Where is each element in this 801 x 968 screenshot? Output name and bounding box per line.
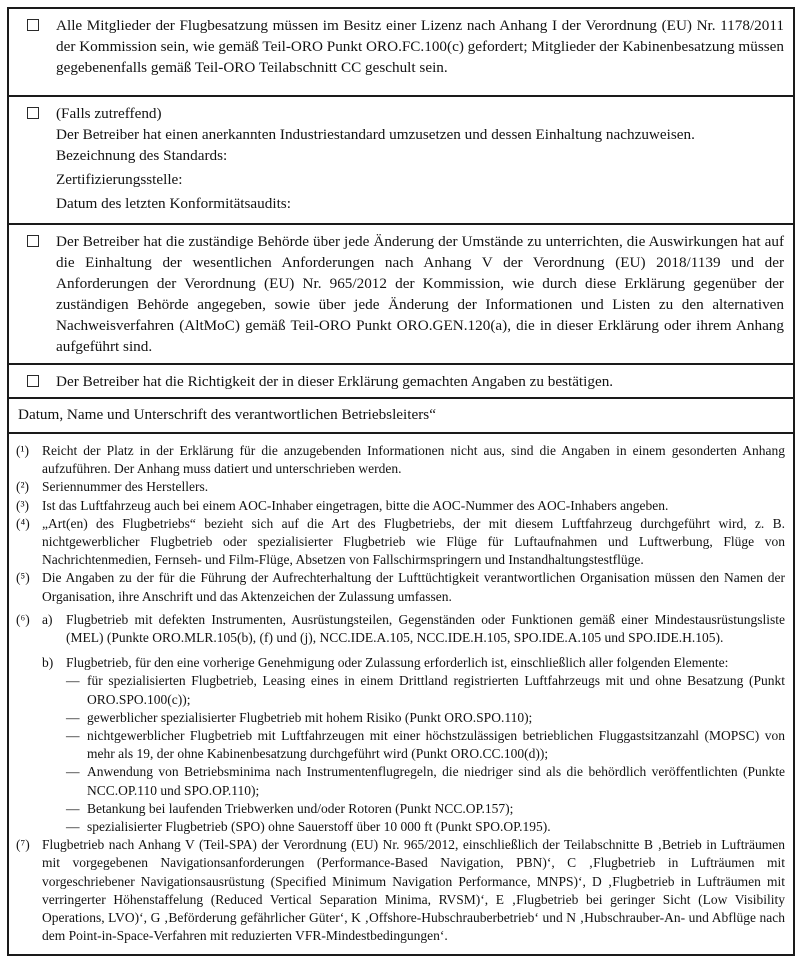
- footnote-2: [16, 478, 785, 496]
- dash-marker: —: [66, 800, 80, 816]
- checkbox-cell: [9, 9, 56, 95]
- audit-date-field-label: Datum des letzten Konformitätsaudits:: [56, 195, 291, 212]
- footnote-6-item-a: [42, 611, 785, 647]
- footnote-marker: (²): [16, 479, 30, 495]
- footnote-marker: (⁴): [16, 515, 30, 531]
- checkbox-cell: [9, 97, 56, 223]
- signature-row-label: Datum, Name und Unterschrift des verantwortlichen Betriebsleiters“: [18, 406, 436, 423]
- declaration-row-confirm-accuracy: [9, 365, 793, 399]
- dash-marker: —: [66, 709, 80, 725]
- list-item-text: Flugbetrieb, für den eine vorherige Genehmigung oder Zulassung erforderlich ist, einschließlich aller folgenden Elemente:: [66, 655, 729, 671]
- declaration-text: Der Betreiber hat die Richtigkeit der in dieser Erklärung gemachten Angaben zu bestätigen.: [56, 373, 614, 390]
- checkbox[interactable]: [27, 107, 39, 119]
- footnote-1: [16, 442, 785, 478]
- dash-item-text: nichtgewerblicher Flugbetrieb mit Luftfahrzeugen mit einer höchstzulässigen betrieblichen Fluggastsitzanzahl (MOPSC) von mehr als 19, der ohne Kabinenbesatzung durchgeführt wird (Punkt ORO.CC.100(d));: [87, 728, 785, 762]
- footnote-6-item-b-body: [66, 654, 785, 836]
- list-label: b): [42, 655, 54, 671]
- dash-item: [66, 709, 785, 727]
- footnote-text: Flugbetrieb nach Anhang V (Teil-SPA) der Verordnung (EU) Nr. 965/2012, einschließlich der Teilabschnitte B ‚Betrieb in Lufträumen mit vorgegebenen Navigationsanforderungen (Performance-Based Navigation, PBN)‘, C ‚Flugbetrieb in Lufträumen mit vorgeschriebener Navigationsausrüstung (Specified Minimum Navigation Performance, MNPS)‘, D ‚Flugbetrieb in Lufträumen mit verringerter Höhenstaffelung (Reduced Vertical Separation Minima, RVSM)‘, E ‚Flugbetrieb bei geringer Sicht (Low Visibility Operations, LVO)‘, G ‚Beförderung gefährlicher Güter‘, K ‚Offshore-Hubschrauberbetrieb‘ und N ‚Hubschrauber-An- und Abflüge nach dem Point-in-Space-Verfahren mit reduzierten VFR-Mindestbedingungen‘.: [42, 837, 785, 944]
- checkbox-cell: [9, 365, 56, 397]
- certification-body-field-label: Zertifizierungsstelle:: [56, 171, 183, 188]
- dash-item-text: für spezialisierten Flugbetrieb, Leasing eines in einem Drittland registrierten Luftfahrzeugs mit und ohne Besatzung (Punkt ORO.SPO.100(c));: [87, 673, 785, 707]
- statement-text: Der Betreiber hat einen anerkannten Industriestandard umzusetzen und dessen Einhaltung nachzuweisen.: [56, 126, 695, 143]
- footnote-7: [16, 836, 785, 945]
- footnote-5: [16, 569, 785, 605]
- declaration-table: [7, 7, 795, 956]
- footnote-6: [16, 611, 785, 836]
- dash-item: [66, 763, 785, 799]
- footnote-marker: (¹): [16, 443, 30, 458]
- footnote-text: Ist das Luftfahrzeug auch bei einem AOC-Inhaber eingetragen, bitte die AOC-Nummer des AOC-Inhabers angeben.: [42, 497, 669, 513]
- applicability-note: (Falls zutreffend): [56, 105, 162, 122]
- dash-item: [66, 727, 785, 763]
- footnote-marker: (⁵): [16, 570, 30, 586]
- dash-marker: —: [66, 819, 80, 835]
- list-label: a): [42, 611, 53, 627]
- footnotes-section: [9, 434, 793, 954]
- footnote-marker: (⁶): [16, 611, 30, 627]
- footnote-text: „Art(en) des Flugbetriebs“ bezieht sich auf die Art des Flugbetriebs, der mit diesem Luftfahrzeug durchgeführt wird, z. B. nichtgewerblicher Flugbetrieb oder spezialisierter Flugbetrieb wie Flüge für Luftaufnahmen und Luftwerbung, Flüge von Nachrichtenmedien, Fernseh- und Film-Flüge, Absetzen von Fallschirmspringern und Instandhaltungstestflüge.: [42, 515, 785, 568]
- dash-marker: —: [66, 728, 80, 744]
- footnote-marker: (⁷): [16, 837, 30, 853]
- dash-marker: —: [66, 673, 80, 689]
- footnote-text: Reicht der Platz in der Erklärung für die anzugebenden Informationen nicht aus, sind die Angaben in einem gesonderten Anhang aufzuführen. Der Anhang muss datiert und unterschrieben werden.: [42, 443, 785, 477]
- checkbox-cell: [9, 225, 56, 363]
- footnote-4: [16, 515, 785, 570]
- declaration-row-industry-standard: [9, 97, 793, 225]
- dash-item-text: Betankung bei laufenden Triebwerken und/oder Rotoren (Punkt NCC.OP.157);: [87, 800, 514, 816]
- declaration-text: Alle Mitglieder der Flugbesatzung müssen im Besitz einer Lizenz nach Anhang I der Verordnung (EU) Nr. 1178/2011 der Kommission sein, wie gemäß Teil-ORO Punkt ORO.FC.100(c) gefordert; Mitglieder der Kabinenbesatzung müssen gegebenenfalls gemäß Teil-ORO Teilabschnitt CC geschult sein.: [56, 17, 784, 76]
- declaration-text-group: [56, 97, 793, 223]
- checkbox[interactable]: [27, 235, 39, 247]
- footnote-marker: (³): [16, 497, 30, 513]
- dash-item: [66, 818, 785, 836]
- footnote-6-item-b: [42, 654, 785, 836]
- dash-item: [66, 672, 785, 708]
- checkbox[interactable]: [27, 375, 39, 387]
- footnote-3: [16, 497, 785, 515]
- dash-item: [66, 800, 785, 818]
- footnote-text: Seriennummer des Herstellers.: [42, 479, 209, 495]
- checkbox[interactable]: [27, 19, 39, 31]
- declaration-row-crew-licence: [9, 9, 793, 97]
- standard-name-field-label: Bezeichnung des Standards:: [56, 147, 228, 164]
- footnote-text: Die Angaben zu der für die Führung der Aufrechterhaltung der Lufttüchtigkeit verantwortlichen Organisation müssen den Namen der Organisation, ihre Anschrift und das Aktenzeichen der Zulassung umfassen.: [42, 570, 785, 604]
- dash-item-text: gewerblicher spezialisierter Flugbetrieb mit hohem Risiko (Punkt ORO.SPO.110);: [87, 709, 533, 725]
- list-item-text: Flugbetrieb mit defekten Instrumenten, Ausrüstungsteilen, Gegenständen oder Funktionen gemäß einer Mindestausrüstungsliste (MEL) (Punkte ORO.MLR.105(b), (f) und (j), NCC.IDE.A.105, NCC.IDE.H.105, SPO.IDE.A.105 und SPO.IDE.H.105).: [66, 611, 785, 646]
- dash-marker: —: [66, 764, 80, 780]
- footnote-6-body: [42, 611, 785, 836]
- declaration-text: Der Betreiber hat die zuständige Behörde über jede Änderung der Umstände zu unterrichten, die Auswirkungen hat auf die Einhaltung der wesentlichen Anforderungen nach Anhang V der Verordnung (EU) 2018/1139 und der Anforderungen der Verordnung (EU) Nr. 965/2012 der Kommission, wie durch diese Erklärung gegenüber der zuständigen Behörde angegeben, sowie über jede Änderung der Informationen und Listen zu den alternativen Nachweisverfahren (AltMoC) gemäß Teil-ORO Punkt ORO.GEN.120(a), die in dieser Erklärung oder ihrem Anhang aufgeführt sind.: [56, 233, 784, 355]
- dash-item-text: Anwendung von Betriebsminima nach Instrumentenflugregeln, die niedriger sind als die behördlich veröffentlichten (Punkte NCC.OP.110 und SPO.OP.110);: [87, 764, 785, 798]
- dash-item-text: spezialisierter Flugbetrieb (SPO) ohne Sauerstoff über 10 000 ft (Punkt SPO.OP.195).: [87, 819, 551, 835]
- signature-row: [9, 399, 793, 434]
- declaration-row-notify-authority: [9, 225, 793, 365]
